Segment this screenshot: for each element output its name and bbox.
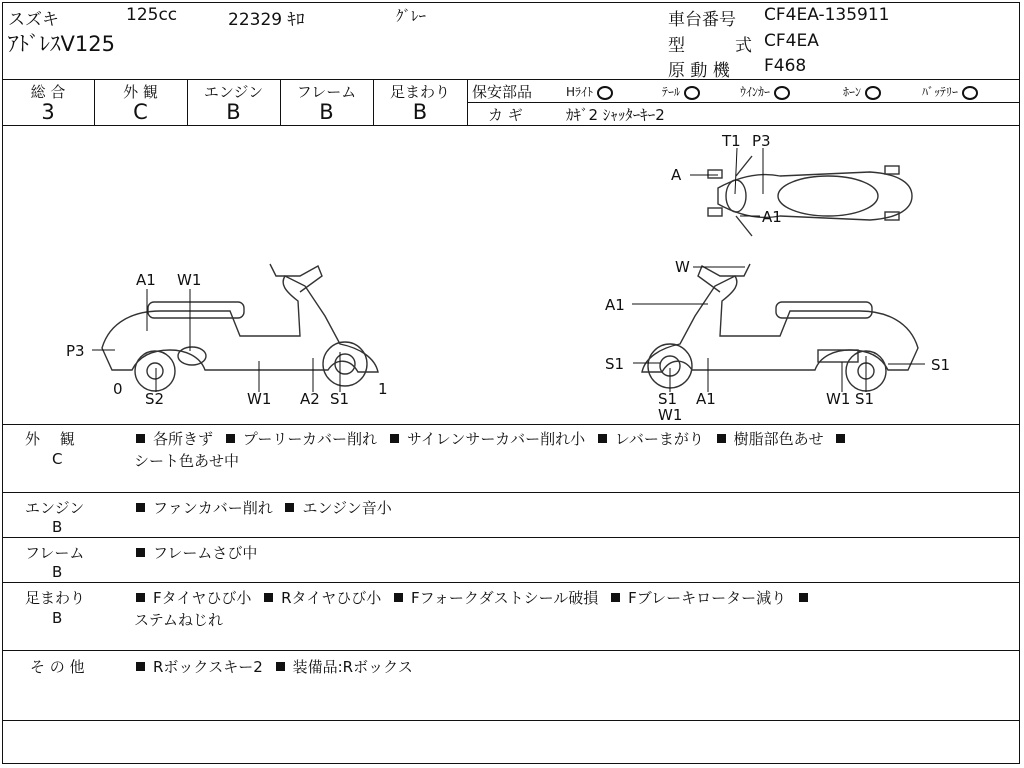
key-label: カ ギ <box>488 106 523 124</box>
label-s1-right-rear: S1 <box>931 356 951 374</box>
safety-label: 保安部品 <box>472 83 533 101</box>
remark-items-suspension: Fタイヤひび小 Rタイヤひび小 Fフォークダストシール破損 Fブレーキローター減り <box>136 587 816 608</box>
bullet-icon <box>285 503 294 512</box>
damage-diagram <box>0 126 1024 424</box>
divider <box>467 79 468 125</box>
type-value: CF4EA <box>764 31 819 51</box>
remark-grade-engine: B <box>52 518 63 536</box>
safety-battery: ﾊﾞｯﾃﾘｰ <box>922 83 978 100</box>
grade-label-suspension: 足まわり <box>389 83 450 101</box>
bullet-icon <box>264 593 273 602</box>
divider <box>467 102 1020 103</box>
remark-items-engine: ファンカバー削れ エンジン音小 <box>136 497 392 518</box>
remark-label-exterior: 外 観 <box>25 430 75 448</box>
divider <box>2 537 1020 538</box>
label-p3: P3 <box>66 342 85 360</box>
ok-mark-icon <box>684 86 700 100</box>
divider <box>2 79 1020 80</box>
remark-items-exterior-cont: シート色あせ中 <box>134 452 240 470</box>
safety-tail: ﾃｰﾙ <box>662 83 700 100</box>
label-a1: A1 <box>136 271 156 289</box>
label-p3-top: P3 <box>752 132 771 150</box>
grade-label-overall: 総 合 <box>30 83 66 101</box>
remark-label-suspension: 足まわり <box>25 589 86 607</box>
divider <box>2 582 1020 583</box>
divider <box>2 720 1020 721</box>
label-a1-top: A1 <box>762 208 782 226</box>
bullet-icon <box>836 434 845 443</box>
left-view-labels <box>92 289 340 392</box>
divider <box>2 424 1020 425</box>
bullet-icon <box>799 593 808 602</box>
label-w1-right-bottom: W1 <box>826 390 851 408</box>
ok-mark-icon <box>962 86 978 100</box>
remark-grade-suspension: B <box>52 609 63 627</box>
color: ｸﾞﾚｰ <box>396 7 427 25</box>
bullet-icon <box>226 434 235 443</box>
top-view-labels <box>690 148 763 216</box>
grade-value-frame: B <box>319 100 334 124</box>
bullet-icon <box>390 434 399 443</box>
maker: スズキ <box>8 10 59 30</box>
grade-value-suspension: B <box>412 100 428 124</box>
grade-label-exterior: 外 観 <box>123 83 158 101</box>
remark-items-other: Rボックスキー2 装備品:Rボックス <box>136 656 413 677</box>
bullet-icon <box>136 548 145 557</box>
label-0: 0 <box>113 380 123 398</box>
scooter-right-view <box>642 264 918 391</box>
label-w1-right-front: W1 <box>658 406 683 424</box>
remark-items-exterior: 各所きず プーリーカバー削れ サイレンサーカバー削れ小 レバーまがり 樹脂部色あせ <box>136 428 853 449</box>
ok-mark-icon <box>865 86 881 100</box>
label-s2: S2 <box>145 390 165 408</box>
divider <box>2 650 1020 651</box>
remark-grade-frame: B <box>52 563 63 581</box>
label-1: 1 <box>378 380 388 398</box>
safety-headlight: Hﾗｲﾄ <box>566 83 613 100</box>
key-value: ｶｷﾞ2 ｼｬｯﾀｰｷｰ2 <box>566 106 665 124</box>
label-a-top: A <box>671 166 682 184</box>
label-a1-right: A1 <box>605 296 625 314</box>
bullet-icon <box>276 662 285 671</box>
grade-label-engine: エンジン <box>203 83 264 101</box>
safety-horn: ﾎｰﾝ <box>843 83 881 100</box>
remark-label-other: そ の 他 <box>30 658 85 676</box>
bullet-icon <box>136 662 145 671</box>
type-label-1: 型 <box>668 36 685 56</box>
grade-value-exterior: C <box>133 100 148 124</box>
ok-mark-icon <box>597 86 613 100</box>
bullet-icon <box>136 503 145 512</box>
bullet-icon <box>136 434 145 443</box>
type-label-2: 式 <box>735 36 752 56</box>
remark-items-frame: フレームさび中 <box>136 542 257 563</box>
remark-grade-exterior: C <box>52 450 63 468</box>
bullet-icon <box>717 434 726 443</box>
safety-winker: ｳｲﾝｶｰ <box>740 83 790 100</box>
label-s1-right-bottom: S1 <box>855 390 875 408</box>
chassis-value: CF4EA-135911 <box>764 5 890 25</box>
bullet-icon <box>136 593 145 602</box>
grade-value-overall: 3 <box>41 100 55 124</box>
displacement: 125cc <box>126 5 178 25</box>
bullet-icon <box>598 434 607 443</box>
label-w1-bottom: W1 <box>247 390 272 408</box>
remark-label-frame: フレーム <box>25 544 85 562</box>
label-w1: W1 <box>177 271 202 289</box>
remark-items-suspension-cont: ステムねじれ <box>134 611 223 629</box>
label-s1-right-front: S1 <box>605 355 625 373</box>
label-a2: A2 <box>300 390 320 408</box>
bullet-icon <box>611 593 620 602</box>
grade-label-frame: フレーム <box>296 83 357 101</box>
model-name: ｱﾄﾞﾚｽV125 <box>8 32 115 56</box>
chassis-label: 車台番号 <box>668 10 736 30</box>
label-w-right: W <box>675 258 690 276</box>
label-s1-right-front-bottom: S1 <box>658 390 678 408</box>
grade-value-engine: B <box>226 100 241 124</box>
label-a1-right-bottom: A1 <box>696 390 716 408</box>
scooter-top-view <box>708 156 912 236</box>
bullet-icon <box>394 593 403 602</box>
label-t1: T1 <box>722 132 741 150</box>
mileage: 22329 ｷﾛ <box>228 10 305 30</box>
ok-mark-icon <box>774 86 790 100</box>
engine-label: 原 動 機 <box>668 61 730 81</box>
divider <box>2 492 1020 493</box>
remark-label-engine: エンジン <box>25 499 85 517</box>
label-s1: S1 <box>330 390 350 408</box>
engine-value: F468 <box>764 56 807 76</box>
